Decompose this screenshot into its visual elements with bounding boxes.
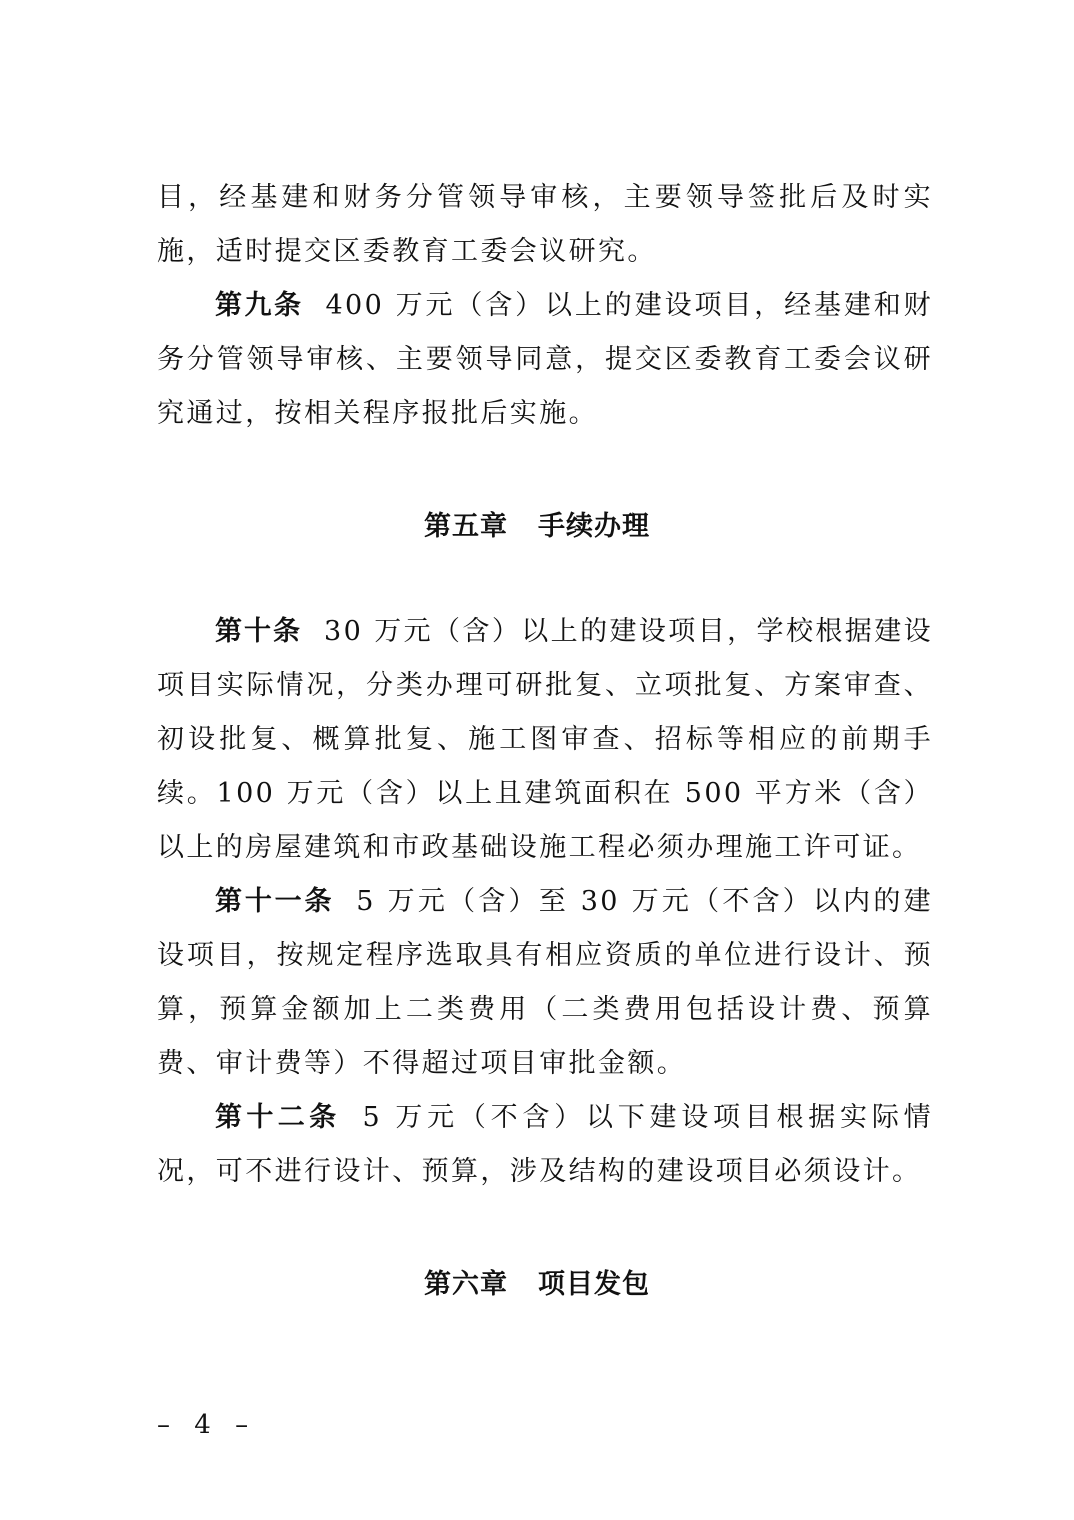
article-12-label: 第十二条 [215,1102,341,1133]
article-12-text: 5 万元（不含）以下建设项目根据实际情况，可不进行设计、预算，涉及结构的建设项目必须设计。 [157,1102,933,1187]
article-11-paragraph [157,875,933,1091]
continuation-paragraph [157,171,933,279]
chapter-5-number: 第五章 [424,511,508,542]
article-11-text: 5 万元（含）至 30 万元（不含）以内的建设项目，按规定程序选取具有相应资质的单位进行设计、预算，预算金额加上二类费用（二类费用包括设计费、预算费、审计费等）不得超过项目审批金额。 [157,886,933,1079]
article-10-paragraph [157,605,933,875]
article-12-paragraph [157,1091,933,1199]
page-number: – 4 – [157,1410,257,1440]
chapter-5-title: 手续办理 [538,511,650,542]
article-10-text: 30 万元（含）以上的建设项目，学校根据建设项目实际情况，分类办理可研批复、立项批复、方案审查、初设批复、概算批复、施工图审查、招标等相应的前期手续。100 万元（含）以上且建筑面积在 500 平方米（含）以上的房屋建筑和市政基础设施工程必须办理施工许可证。 [157,616,934,863]
continuation-text: 目，经基建和财务分管领导审核，主要领导签批后及时实施，适时提交区委教育工委会议研究。 [157,182,933,267]
article-9-label: 第九条 [215,290,304,321]
chapter-5-heading [0,504,1074,543]
article-9-text: 400 万元（含）以上的建设项目，经基建和财务分管领导审核、主要领导同意，提交区委教育工委会议研究通过，按相关程序报批后实施。 [157,290,934,429]
chapter-6-heading [0,1262,1074,1301]
chapter-6-number: 第六章 [424,1269,508,1300]
article-10-label: 第十条 [215,616,303,647]
chapter-6-title: 项目发包 [538,1269,650,1300]
article-11-label: 第十一条 [215,886,335,917]
article-9-paragraph [157,279,933,441]
